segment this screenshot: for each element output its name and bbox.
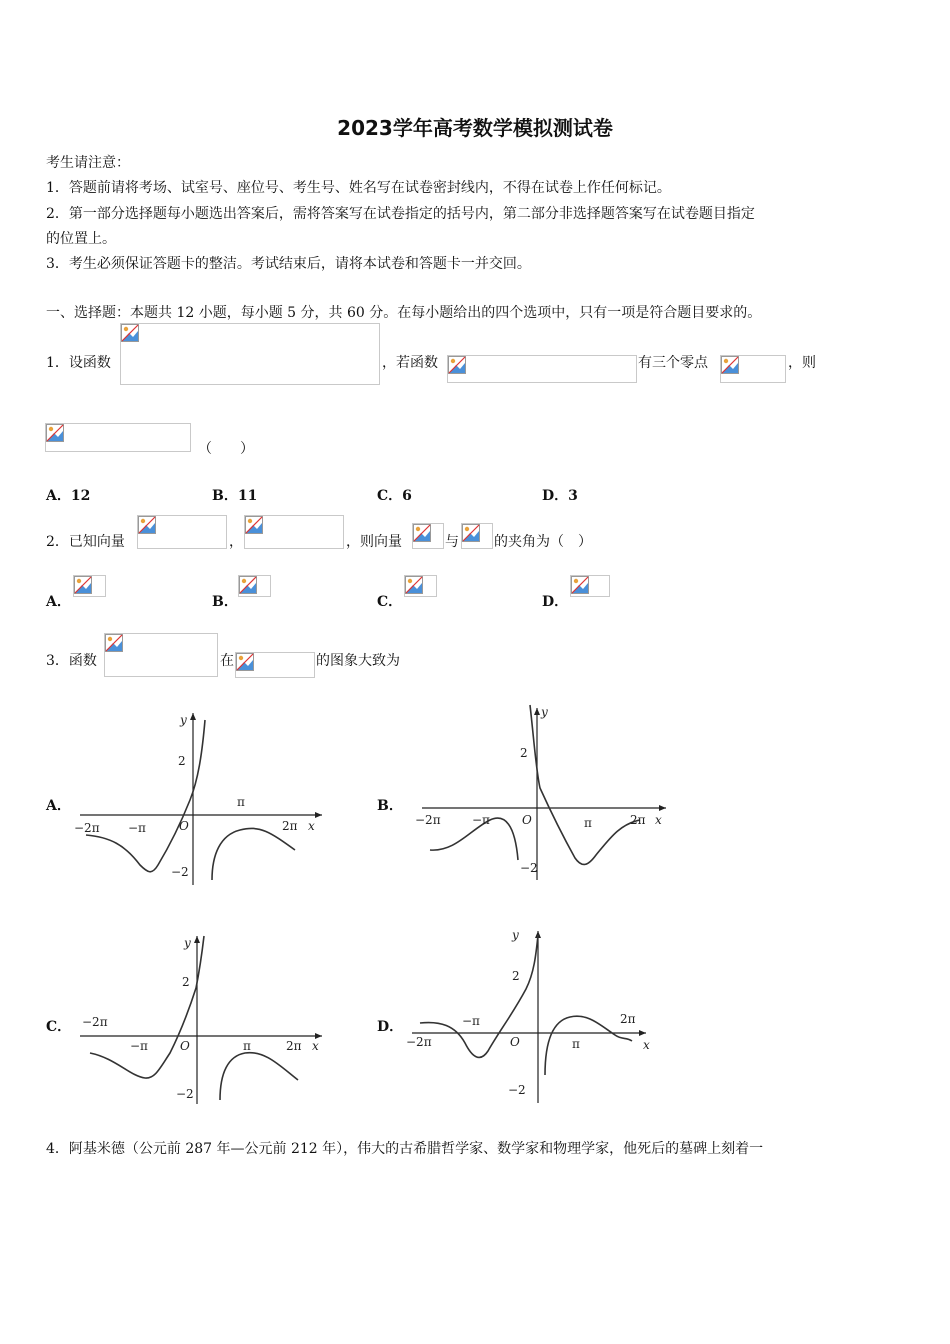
x-axis-label: x bbox=[308, 819, 315, 833]
tick-label: π bbox=[237, 795, 245, 809]
option-letter: D． bbox=[542, 594, 569, 610]
tick-label: −2π bbox=[406, 1035, 432, 1049]
option-letter: C． bbox=[46, 1019, 72, 1035]
tick-label: −π bbox=[128, 821, 146, 835]
graph-a bbox=[70, 705, 330, 890]
tick-label: π bbox=[243, 1039, 251, 1053]
tick-label: 2 bbox=[182, 975, 190, 989]
option-value: 11 bbox=[237, 488, 258, 504]
x-axis-label: x bbox=[643, 1038, 650, 1052]
origin-label: O bbox=[180, 1039, 190, 1053]
q1-text: 1．设函数 bbox=[46, 355, 111, 371]
q2-text: 的夹角为（ ） bbox=[494, 534, 592, 550]
broken-image-icon bbox=[405, 576, 423, 594]
option-letter: A． bbox=[46, 488, 71, 504]
tick-label: 2π bbox=[630, 813, 646, 827]
q2-text: 2．已知向量 bbox=[46, 534, 125, 550]
formula-image bbox=[412, 523, 444, 549]
section-heading: 一、选择题：本题共 12 小题，每小题 5 分，共 60 分。在每小题给出的四个选项中，只有一项是符合题目要求的。 bbox=[46, 305, 762, 321]
origin-label: O bbox=[510, 1035, 520, 1049]
broken-image-icon bbox=[121, 324, 139, 342]
broken-image-icon bbox=[448, 356, 466, 374]
tick-label: 2 bbox=[512, 969, 520, 983]
formula-image bbox=[137, 515, 227, 549]
option-value: 12 bbox=[70, 488, 91, 504]
y-axis-label: y bbox=[512, 928, 519, 942]
tick-label: −2π bbox=[82, 1015, 108, 1029]
notice-heading: 考生请注意： bbox=[46, 155, 130, 171]
formula-image bbox=[447, 355, 637, 383]
answer-bracket: （ ） bbox=[198, 441, 254, 457]
option-letter: C． bbox=[377, 488, 403, 504]
notice-item: 1．答题前请将考场、试室号、座位号、考生号、姓名写在试卷密封线内，不得在试卷上作任何标记。 bbox=[46, 180, 671, 196]
tick-label: −2 bbox=[508, 1083, 526, 1097]
formula-image bbox=[244, 515, 344, 549]
option-value: 6 bbox=[402, 488, 412, 504]
broken-image-icon bbox=[46, 424, 64, 442]
formula-image bbox=[235, 652, 315, 678]
tick-label: −2 bbox=[171, 865, 189, 879]
broken-image-icon bbox=[138, 516, 156, 534]
formula-image bbox=[45, 423, 191, 452]
option-letter: D． bbox=[377, 1019, 404, 1035]
option-letter: A． bbox=[46, 798, 71, 814]
page-title: 2023学年高考数学模拟测试卷 bbox=[337, 116, 613, 140]
notice-item: 2．第一部分选择题每小题选出答案后，需将答案写在试卷指定的括号内，第二部分非选择题答案写在试卷题目指定 bbox=[46, 206, 755, 222]
q2-text: ，则向量 bbox=[346, 534, 402, 550]
tick-label: π bbox=[572, 1037, 580, 1051]
q3-text: 在 bbox=[220, 653, 234, 669]
x-axis-label: x bbox=[312, 1039, 319, 1053]
origin-label: O bbox=[179, 819, 189, 833]
tick-label: −π bbox=[472, 813, 490, 827]
formula-image bbox=[720, 355, 786, 383]
notice-item: 的位置上。 bbox=[46, 231, 116, 247]
formula-image bbox=[461, 523, 493, 549]
option-letter: D． bbox=[542, 488, 569, 504]
option-image bbox=[570, 575, 610, 597]
q4-text: 4．阿基米德（公元前 287 年—公元前 212 年），伟大的古希腊哲学家、数学家和物理学家，他死后的墓碑上刻着一 bbox=[46, 1141, 764, 1157]
y-axis-label: y bbox=[541, 705, 548, 719]
notice-item: 3．考生必须保证答题卡的整洁。考试结束后，请将本试卷和答题卡一并交回。 bbox=[46, 256, 531, 272]
tick-label: −2π bbox=[74, 821, 100, 835]
y-axis-label: y bbox=[184, 936, 191, 950]
broken-image-icon bbox=[105, 634, 123, 652]
origin-label: O bbox=[522, 813, 532, 827]
q2-text: 与 bbox=[445, 534, 459, 550]
tick-label: −2 bbox=[176, 1087, 194, 1101]
option-letter: A． bbox=[46, 594, 71, 610]
graph-c bbox=[70, 928, 332, 1108]
tick-label: 2π bbox=[286, 1039, 302, 1053]
option-letter: B． bbox=[377, 798, 403, 814]
q1-text: 有三个零点 bbox=[638, 355, 708, 371]
x-axis-label: x bbox=[655, 813, 662, 827]
q2-text: ， bbox=[229, 534, 243, 550]
q3-text: 的图象大致为 bbox=[316, 653, 400, 669]
broken-image-icon bbox=[245, 516, 263, 534]
option-letter: C． bbox=[377, 594, 403, 610]
option-image bbox=[238, 575, 271, 597]
q1-text: ，则 bbox=[788, 355, 816, 371]
broken-image-icon bbox=[413, 524, 431, 542]
graph-b bbox=[410, 700, 672, 885]
formula-image bbox=[104, 633, 218, 677]
tick-label: −π bbox=[130, 1039, 148, 1053]
q1-text: ，若函数 bbox=[382, 355, 438, 371]
tick-label: 2π bbox=[620, 1012, 636, 1026]
tick-label: 2 bbox=[520, 746, 528, 760]
option-image bbox=[73, 575, 106, 597]
broken-image-icon bbox=[571, 576, 589, 594]
broken-image-icon bbox=[239, 576, 257, 594]
tick-label: −π bbox=[462, 1014, 480, 1028]
option-image bbox=[404, 575, 437, 597]
y-axis-label: y bbox=[180, 713, 187, 727]
broken-image-icon bbox=[462, 524, 480, 542]
tick-label: π bbox=[584, 816, 592, 830]
broken-image-icon bbox=[236, 653, 254, 671]
broken-image-icon bbox=[721, 356, 739, 374]
formula-image bbox=[120, 323, 380, 385]
option-letter: B． bbox=[212, 488, 238, 504]
option-value: 3 bbox=[568, 488, 578, 504]
q3-text: 3．函数 bbox=[46, 653, 97, 669]
broken-image-icon bbox=[74, 576, 92, 594]
tick-label: −2π bbox=[415, 813, 441, 827]
tick-label: −2 bbox=[520, 861, 538, 875]
graph-d bbox=[400, 925, 662, 1105]
option-letter: B． bbox=[212, 594, 238, 610]
tick-label: 2 bbox=[178, 754, 186, 768]
tick-label: 2π bbox=[282, 819, 298, 833]
